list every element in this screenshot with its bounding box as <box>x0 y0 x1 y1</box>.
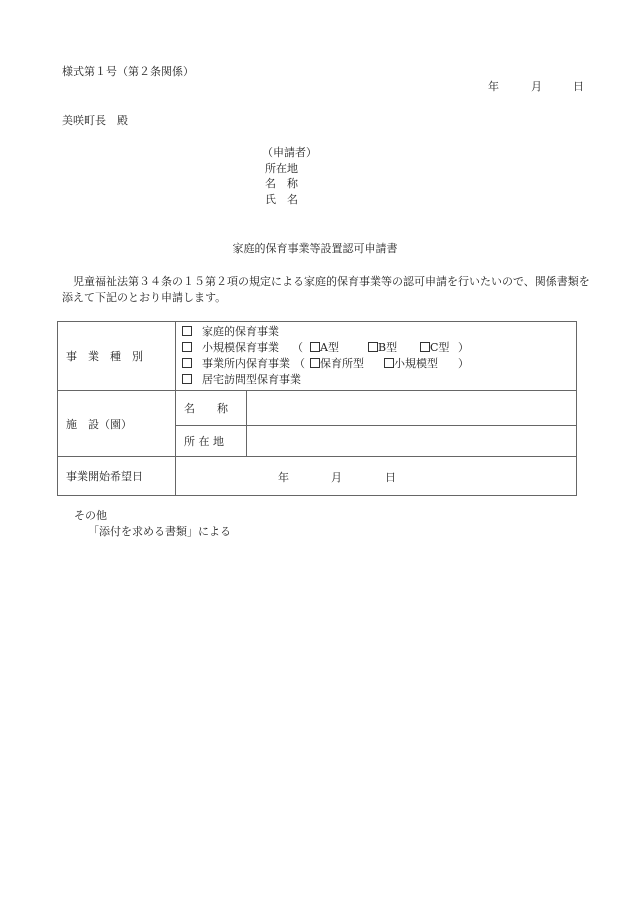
business-type-label: 事 業 種 別 <box>58 322 176 391</box>
date-day-label: 日 <box>573 80 584 93</box>
facility-address-label: 所 在 地 <box>176 426 247 457</box>
applicant-heading: （申請者） <box>262 146 317 159</box>
facility-name-field[interactable] <box>247 391 577 426</box>
option-small-daycare[interactable]: 小規模保育事業 （ A型 B型 C型 ） <box>182 340 570 356</box>
date-month-label: 月 <box>531 80 542 93</box>
facility-name-label: 名 称 <box>176 391 247 426</box>
option-nursery-type[interactable]: 保育所型 <box>310 356 364 372</box>
facility-label: 施 設（園） <box>58 391 176 457</box>
checkbox-icon[interactable] <box>368 342 378 352</box>
option-workplace-daycare[interactable]: 事業所内保育事業 （ 保育所型 小規模型 ） <box>182 356 570 372</box>
body-text: 児童福祉法第３４条の１５第２項の規定による家庭的保育事業等の認可申請を行いたいので、関係書類を添えて下記のとおり申請します。 <box>62 275 590 304</box>
other-text: 「添付を求める書類」による <box>88 525 231 538</box>
checkbox-icon[interactable] <box>384 358 394 368</box>
applicant-address-label: 所在地 <box>265 161 298 175</box>
checkbox-icon[interactable] <box>182 326 192 336</box>
applicant-person-label: 氏 名 <box>265 192 298 206</box>
business-type-options <box>176 322 577 391</box>
option-type-c[interactable]: C型 <box>420 340 449 356</box>
start-date-row <box>58 457 577 496</box>
checkbox-icon[interactable] <box>182 374 192 384</box>
option-small-scale-type[interactable]: 小規模型 <box>384 356 438 372</box>
checkbox-icon[interactable] <box>310 342 320 352</box>
business-type-row <box>58 322 577 391</box>
start-date-field[interactable] <box>176 457 577 496</box>
facility-name-row <box>58 391 577 426</box>
option-home-visit-daycare[interactable]: 居宅訪問型保育事業 <box>182 372 570 388</box>
checkbox-icon[interactable] <box>182 358 192 368</box>
start-year-label: 年 <box>278 471 289 484</box>
facility-address-field[interactable] <box>247 426 577 457</box>
option-type-b[interactable]: B型 <box>368 340 397 356</box>
document-title: 家庭的保育事業等設置認可申請書 <box>232 242 398 255</box>
date-year-label: 年 <box>488 80 499 93</box>
form-number: 様式第１号（第２条関係） <box>62 65 194 78</box>
addressee: 美咲町長 殿 <box>62 114 128 127</box>
checkbox-icon[interactable] <box>310 358 320 368</box>
start-day-label: 日 <box>385 471 396 484</box>
application-table <box>57 321 577 496</box>
applicant-name-label: 名 称 <box>265 177 298 190</box>
start-date-label: 事業開始希望日 <box>58 457 176 496</box>
option-family-daycare[interactable]: 家庭的保育事業 <box>182 324 570 340</box>
checkbox-icon[interactable] <box>182 342 192 352</box>
applicant-block <box>262 145 317 207</box>
checkbox-icon[interactable] <box>420 342 430 352</box>
option-type-a[interactable]: A型 <box>310 340 339 356</box>
start-month-label: 月 <box>331 471 342 484</box>
other-heading: その他 <box>74 509 107 522</box>
